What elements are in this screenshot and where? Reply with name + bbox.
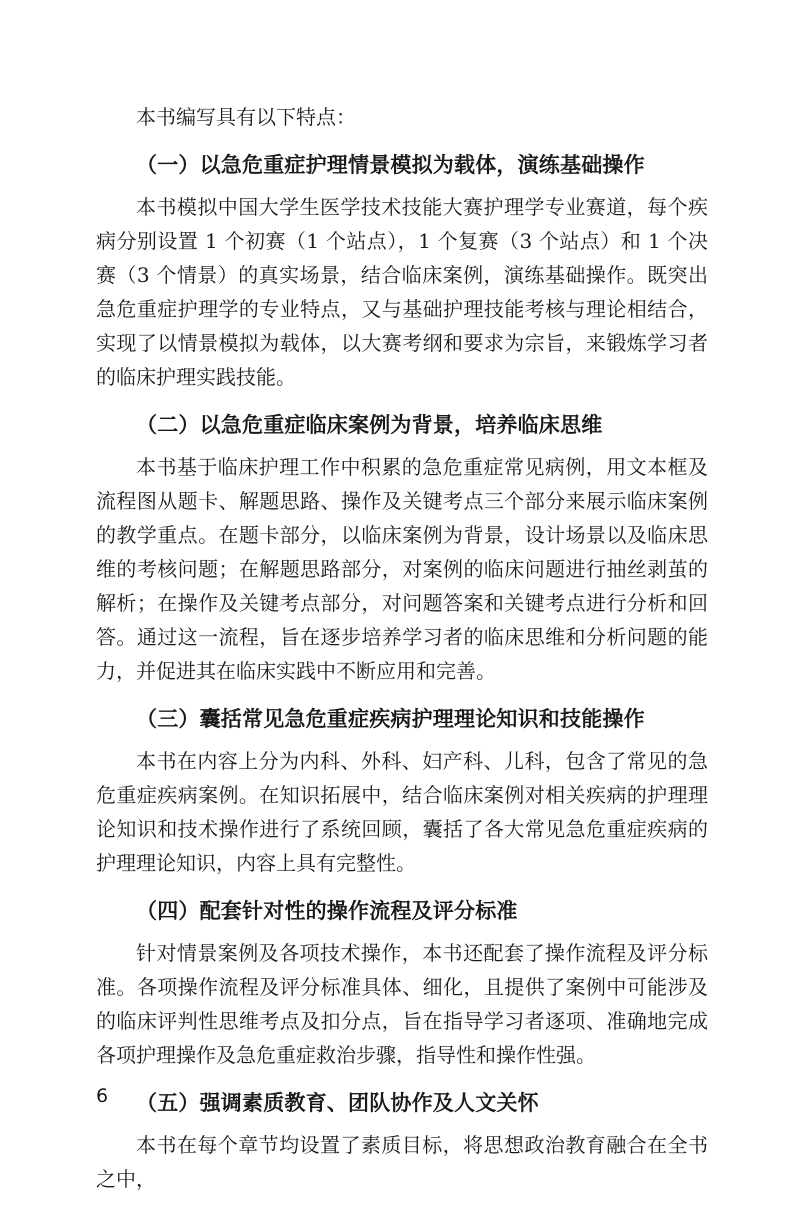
section-body: 本书模拟中国大学生医学技术技能大赛护理学专业赛道，每个疾病分别设置 1 个初赛（1 个站点），1 个复赛（3 个站点）和 1 个决赛（3 个情景）的真实场景，结合临床案例，演练基础操作。既突出急危重症护理学的专业特点，又与基础护理技能考核与理论相结合，实现了以情景模拟为载体，以大赛考纲和要求为宗旨，来锻炼学习者的临床护理实践技能。: [96, 195, 708, 389]
intro-paragraph: 本书编写具有以下特点：: [136, 105, 356, 129]
section-heading: （三）囊括常见急危重症疾病护理理论知识和技能操作: [136, 707, 645, 731]
section-heading: （五）强调素质教育、团队协作及人文关怀: [136, 1091, 539, 1115]
section-body: 本书在每个章节均设置了素质目标，将思想政治教育融合在全书之中，: [96, 1133, 708, 1191]
section-heading: （二）以急危重症临床案例为背景，培养临床思维: [136, 413, 603, 437]
section-heading: （一）以急危重症护理情景模拟为载体，演练基础操作: [136, 153, 645, 177]
section-5: [96, 1086, 708, 1196]
section-3: [96, 702, 708, 880]
section-body: 本书在内容上分为内科、外科、妇产科、儿科，包含了常见的急危重症疾病案例。在知识拓展中，结合临床案例对相关疾病的护理理论知识和技术操作进行了系统回顾，囊括了各大常见急危重症疾病的护理理论知识，内容上具有完整性。: [96, 749, 708, 875]
section-4: [96, 894, 708, 1072]
page-content: [96, 100, 708, 1210]
section-body: 针对情景案例及各项技术操作，本书还配套了操作流程及评分标准。各项操作流程及评分标准具体、细化，且提供了案例中可能涉及的临床评判性思维考点及扣分点，旨在指导学习者逐项、准确地完成各项护理操作及急危重症救治步骤，指导性和操作性强。: [96, 941, 708, 1067]
section-2: [96, 408, 708, 688]
section-body: 本书基于临床护理工作中积累的急危重症常见病例，用文本框及流程图从题卡、解题思路、操作及关键考点三个部分来展示临床案例的教学重点。在题卡部分，以临床案例为背景，设计场景以及临床思维的考核问题；在解题思路部分，对案例的临床问题进行抽丝剥茧的解析；在操作及关键考点部分，对问题答案和关键考点进行分析和回答。通过这一流程，旨在逐步培养学习者的临床思维和分析问题的能力，并促进其在临床实践中不断应用和完善。: [96, 455, 708, 683]
section-1: [96, 148, 708, 394]
page-number: 6: [96, 1085, 109, 1107]
section-heading: （四）配套针对性的操作流程及评分标准: [136, 899, 518, 923]
